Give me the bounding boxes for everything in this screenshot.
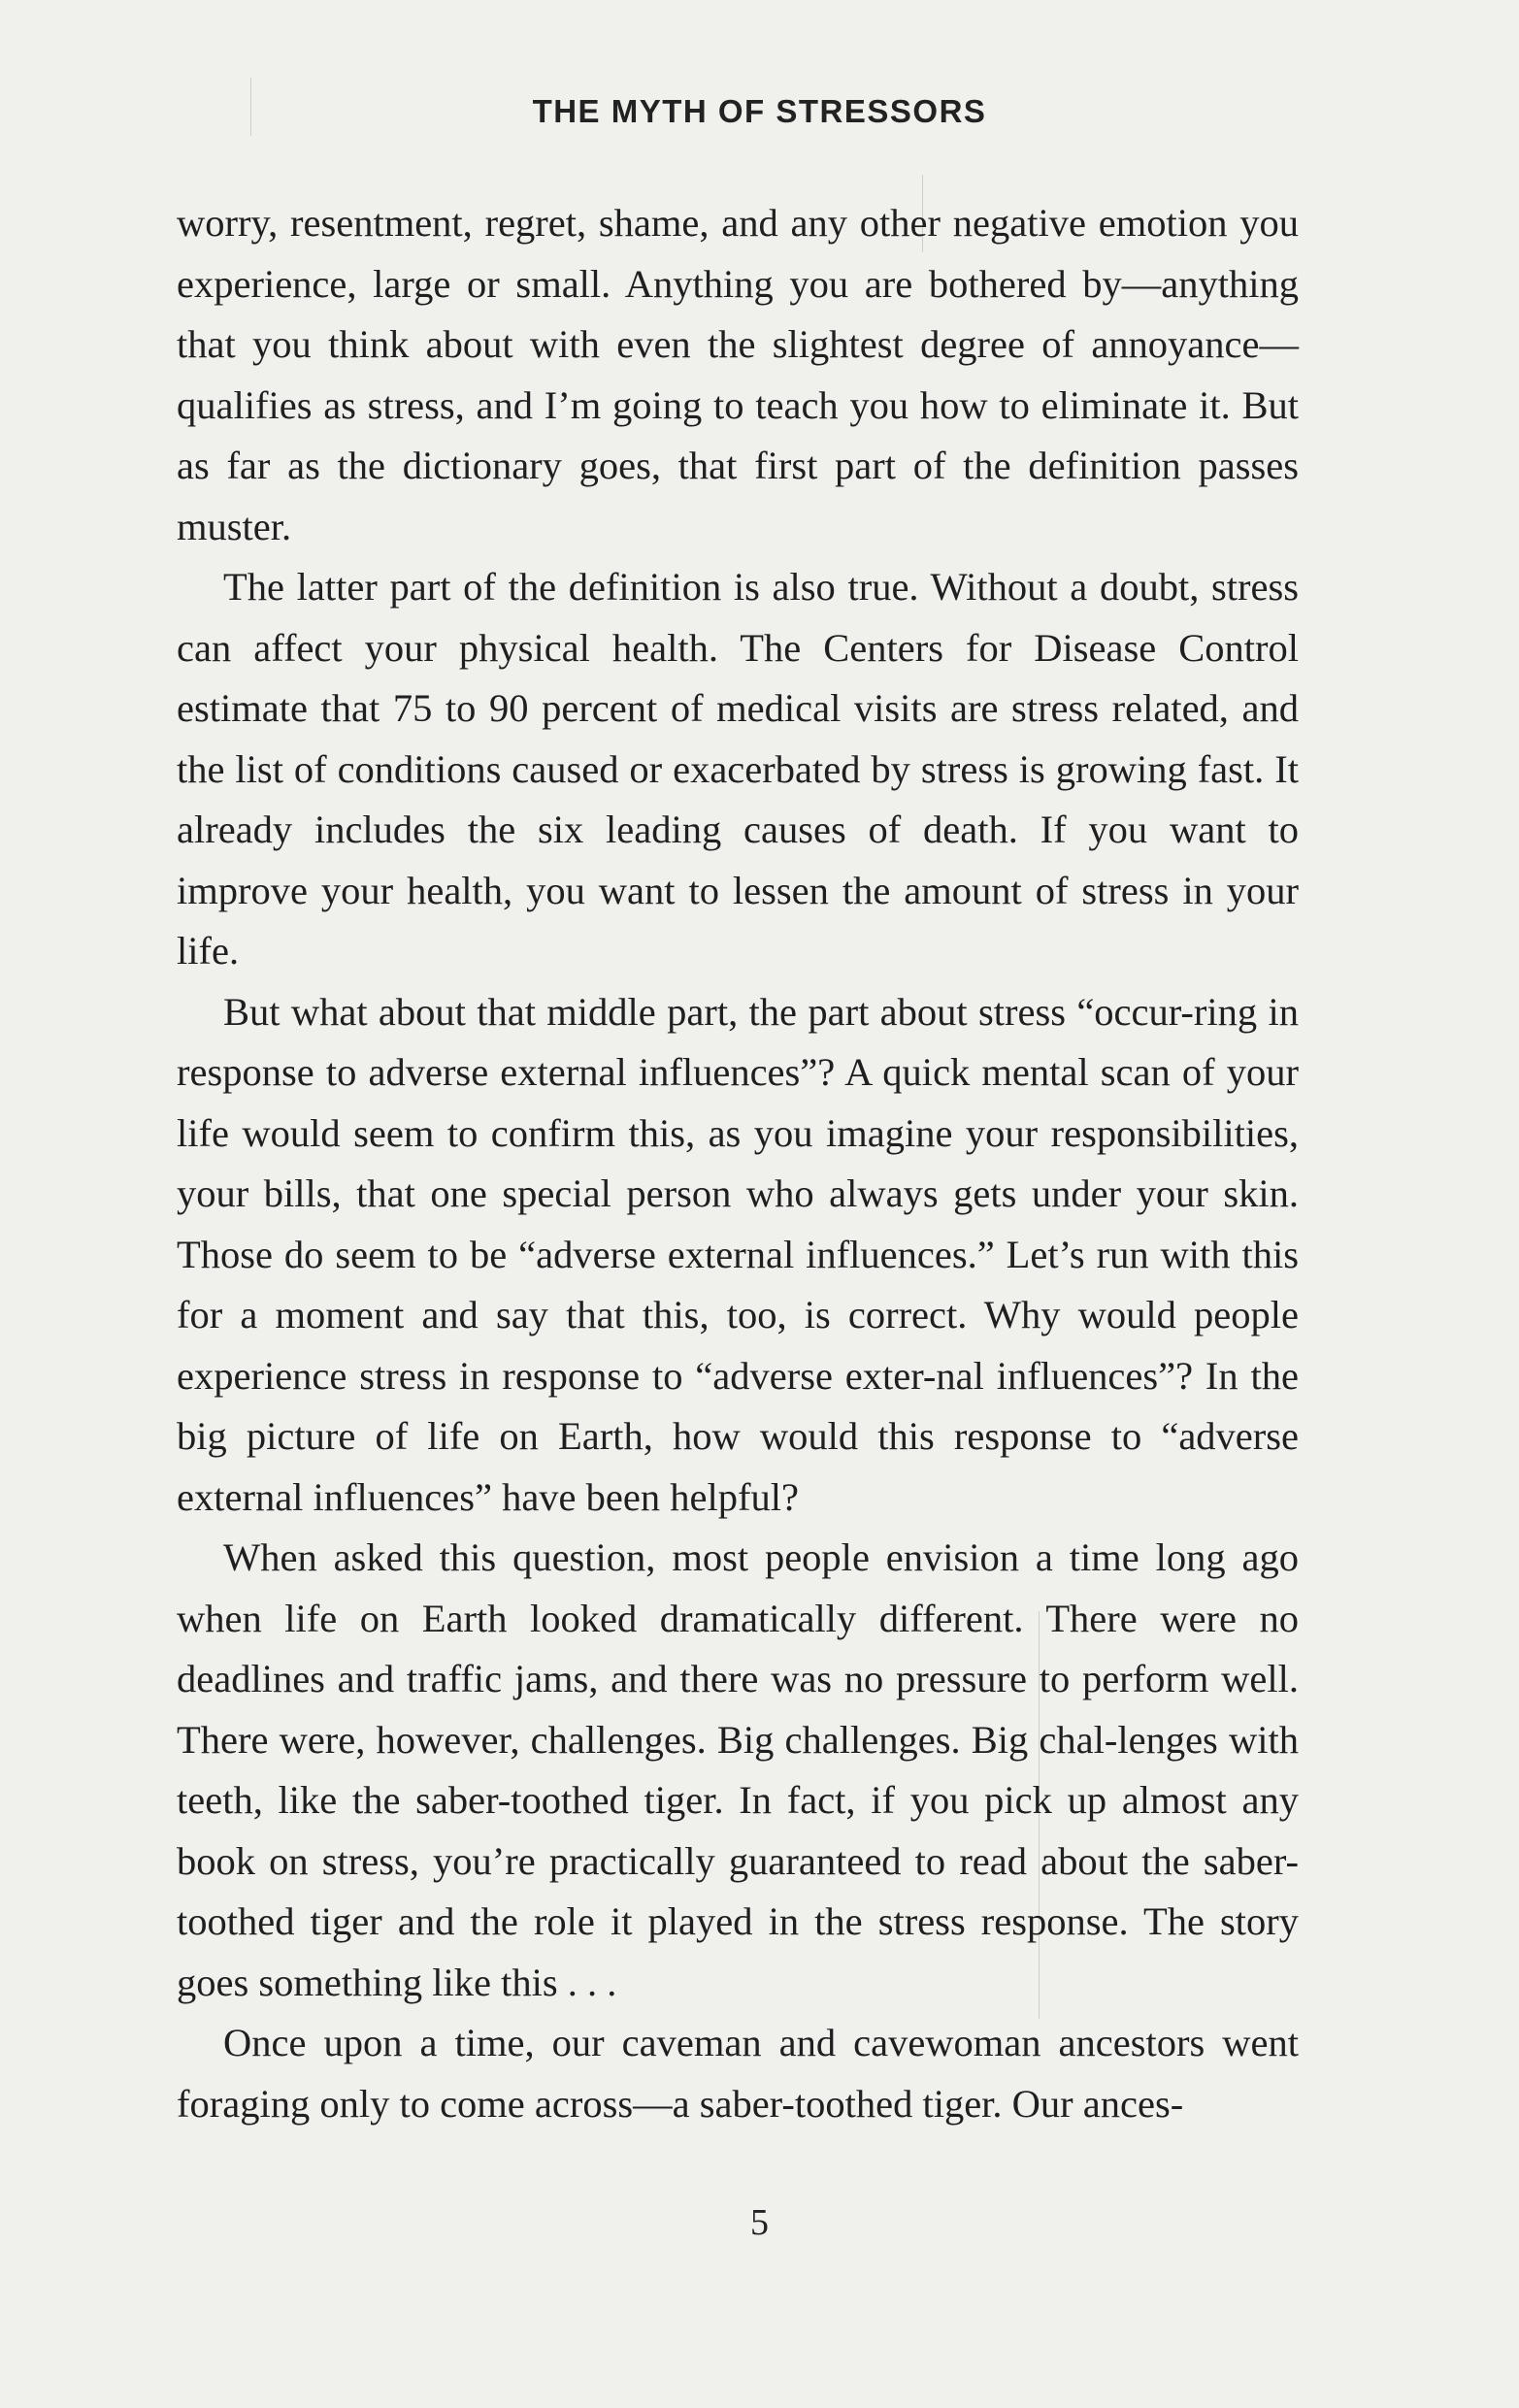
page-number: 5 — [750, 2202, 769, 2243]
paragraph: But what about that middle part, the part about stress “occur-ring in response to adverse external influences”? A quick mental scan of your life would seem to confirm this, as you imagine your responsibilities, your bills, that one special person who always gets under your skin. Those do seem to be “adverse external influences.” Let’s run with this for a moment and say that this, too, is correct. Why would people experience stress in response to “adverse exter-nal influences”? In the big picture of life on Earth, how would this response to “adverse external influences” have been helpful? — [177, 989, 1299, 1519]
paragraph: Once upon a time, our caveman and cavewoman ancestors went foraging only to come across—a saber-toothed tiger. Our ances- — [177, 2021, 1299, 2126]
running-head: THE MYTH OF STRESSORS — [532, 93, 987, 129]
body-text — [177, 193, 1299, 2134]
paragraph: When asked this question, most people envision a time long ago when life on Earth looked dramatically different. There were no deadlines and traffic jams, and there was no pressure to perform well. There were, however, challenges. Big challenges. Big chal-lenges with teeth, like the saber-toothed tiger. In fact, if you pick up almost any book on stress, you’re practically guaranteed to read about the saber-toothed tiger and the role it played in the stress response. The story goes something like this . . . — [177, 1535, 1299, 2004]
paragraph: worry, resentment, regret, shame, and any other negative emotion you experience, large or small. Anything you are bothered by—anything that you think about with even the slightest degree of annoyance—qualifies as stress, and I’m going to teach you how to eliminate it. But as far as the dictionary goes, that first part of the definition passes muster. — [177, 201, 1299, 548]
paragraph: The latter part of the definition is also true. Without a doubt, stress can affect your physical health. The Centers for Disease Control estimate that 75 to 90 percent of medical visits are stress related, and the list of conditions caused or exacerbated by stress is growing fast. It already includes the six leading causes of death. If you want to improve your health, you want to lessen the amount of stress in your life. — [177, 565, 1299, 973]
